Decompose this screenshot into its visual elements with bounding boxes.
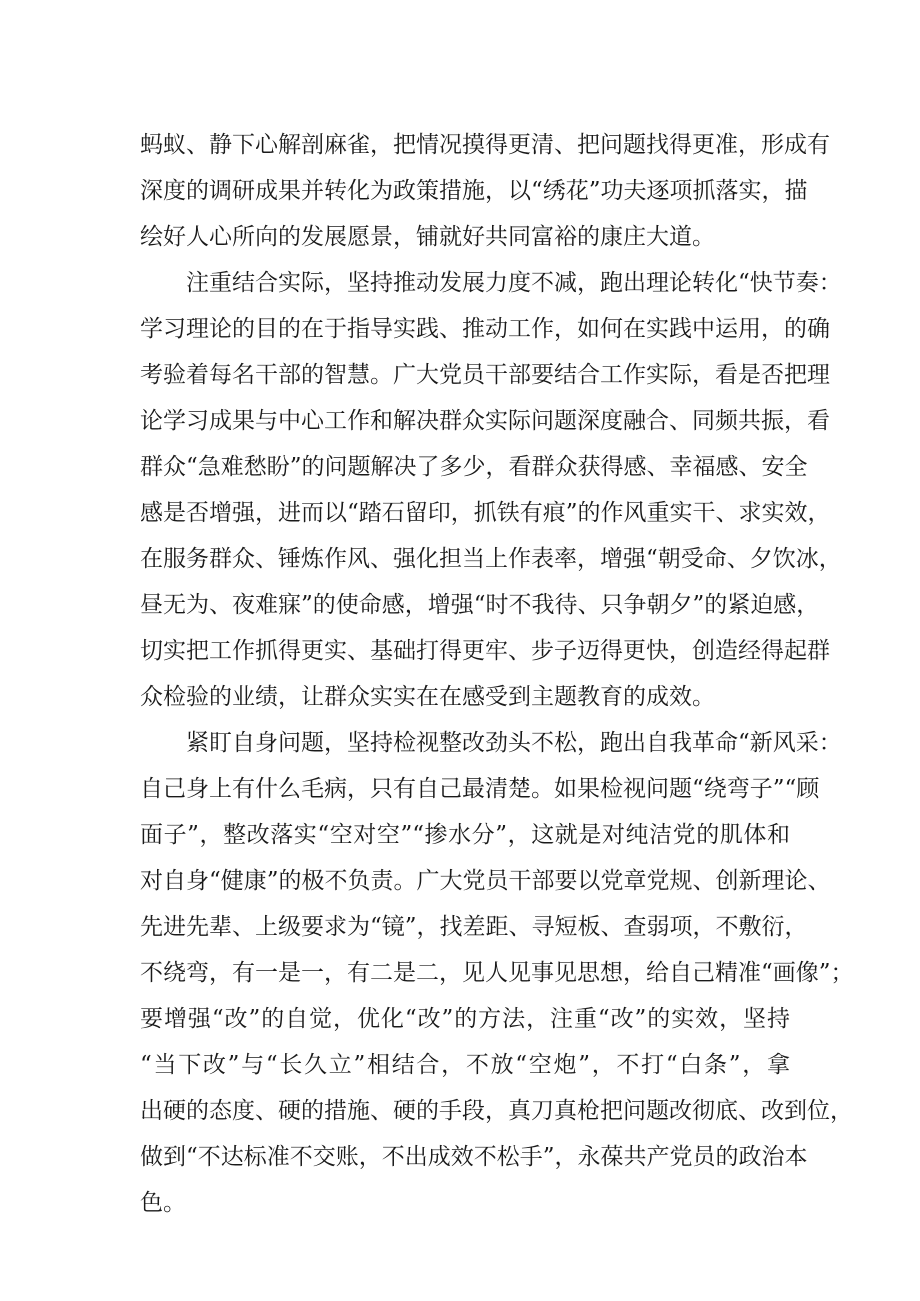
paragraph-line: 学习理论的目的在于指导实践、推动工作，如何在实践中运用，的确 xyxy=(140,316,830,342)
paragraph xyxy=(140,720,854,1226)
paragraph-line: 色。 xyxy=(140,1190,186,1216)
paragraph-line: 先进先辈、上级要求为“镜”，找差距、寻短板、查弱项，不敷衍， xyxy=(140,914,808,940)
paragraph-line: 要增强“改”的自觉，优化“改”的方法，注重“改”的实效，坚持 xyxy=(140,1006,790,1032)
paragraph-line: 昼无为、夜难寐”的使命感，增强“时不我待、只争朝夕”的紧迫感， xyxy=(140,592,820,618)
paragraph-line: 论学习成果与中心工作和解决群众实际问题深度融合、同频共振，看 xyxy=(140,408,830,434)
paragraph-line: 自己身上有什么毛病，只有自己最清楚。如果检视问题“绕弯子”“顾 xyxy=(140,776,820,802)
paragraph-line: 考验着每名干部的智慧。广大党员干部要结合工作实际，看是否把理 xyxy=(140,362,830,388)
paragraph-line: 紧盯自身问题，坚持检视整改劲头不松，跑出自我革命“新风采： xyxy=(186,730,842,756)
paragraph-line: “当下改”与“长久立”相结合，不放“空炮”，不打“白条”，拿 xyxy=(140,1052,790,1078)
paragraph-line: 群众“急难愁盼”的问题解决了多少，看群众获得感、幸福感、安全 xyxy=(140,454,808,480)
paragraph xyxy=(140,260,842,720)
paragraph-line: 注重结合实际，坚持推动发展力度不减，跑出理论转化“快节奏： xyxy=(186,270,842,296)
paragraph-line: 感是否增强，进而以“踏石留印，抓铁有痕”的作风重实干、求实效， xyxy=(140,500,831,526)
paragraph-line: 绘好人心所向的发展愿景，铺就好共同富裕的康庄大道。 xyxy=(140,224,715,250)
paragraph xyxy=(140,122,830,260)
paragraph-line: 众检验的业绩，让群众实实在在感受到主题教育的成效。 xyxy=(140,684,715,710)
paragraph-line: 在服务群众、锤炼作风、强化担当上作表率，增强“朝受命、夕饮冰， xyxy=(140,546,842,572)
paragraph-line: 出硬的态度、硬的措施、硬的手段，真刀真枪把问题改彻底、改到位， xyxy=(140,1098,853,1124)
paragraph-line: 面子”，整改落实“空对空”“掺水分”，这就是对纯洁党的肌体和 xyxy=(140,822,790,848)
paragraph-line: 对自身“健康”的极不负责。广大党员干部要以党章党规、创新理论、 xyxy=(140,868,831,894)
paragraph-line: 蚂蚁、静下心解剖麻雀，把情况摸得更清、把问题找得更准，形成有 xyxy=(140,132,830,158)
paragraph-line: 切实把工作抓得更实、基础打得更牢、步子迈得更快，创造经得起群 xyxy=(140,638,830,664)
document-body xyxy=(140,122,854,1226)
paragraph-line: 不绕弯，有一是一，有二是二，见人见事见思想，给自己精准“画像”； xyxy=(140,960,854,986)
paragraph-line: 做到“不达标准不交账，不出成效不松手”，永葆共产党员的政治本 xyxy=(140,1144,808,1170)
paragraph-line: 深度的调研成果并转化为政策措施，以“绣花”功夫逐项抓落实，描 xyxy=(140,178,808,204)
